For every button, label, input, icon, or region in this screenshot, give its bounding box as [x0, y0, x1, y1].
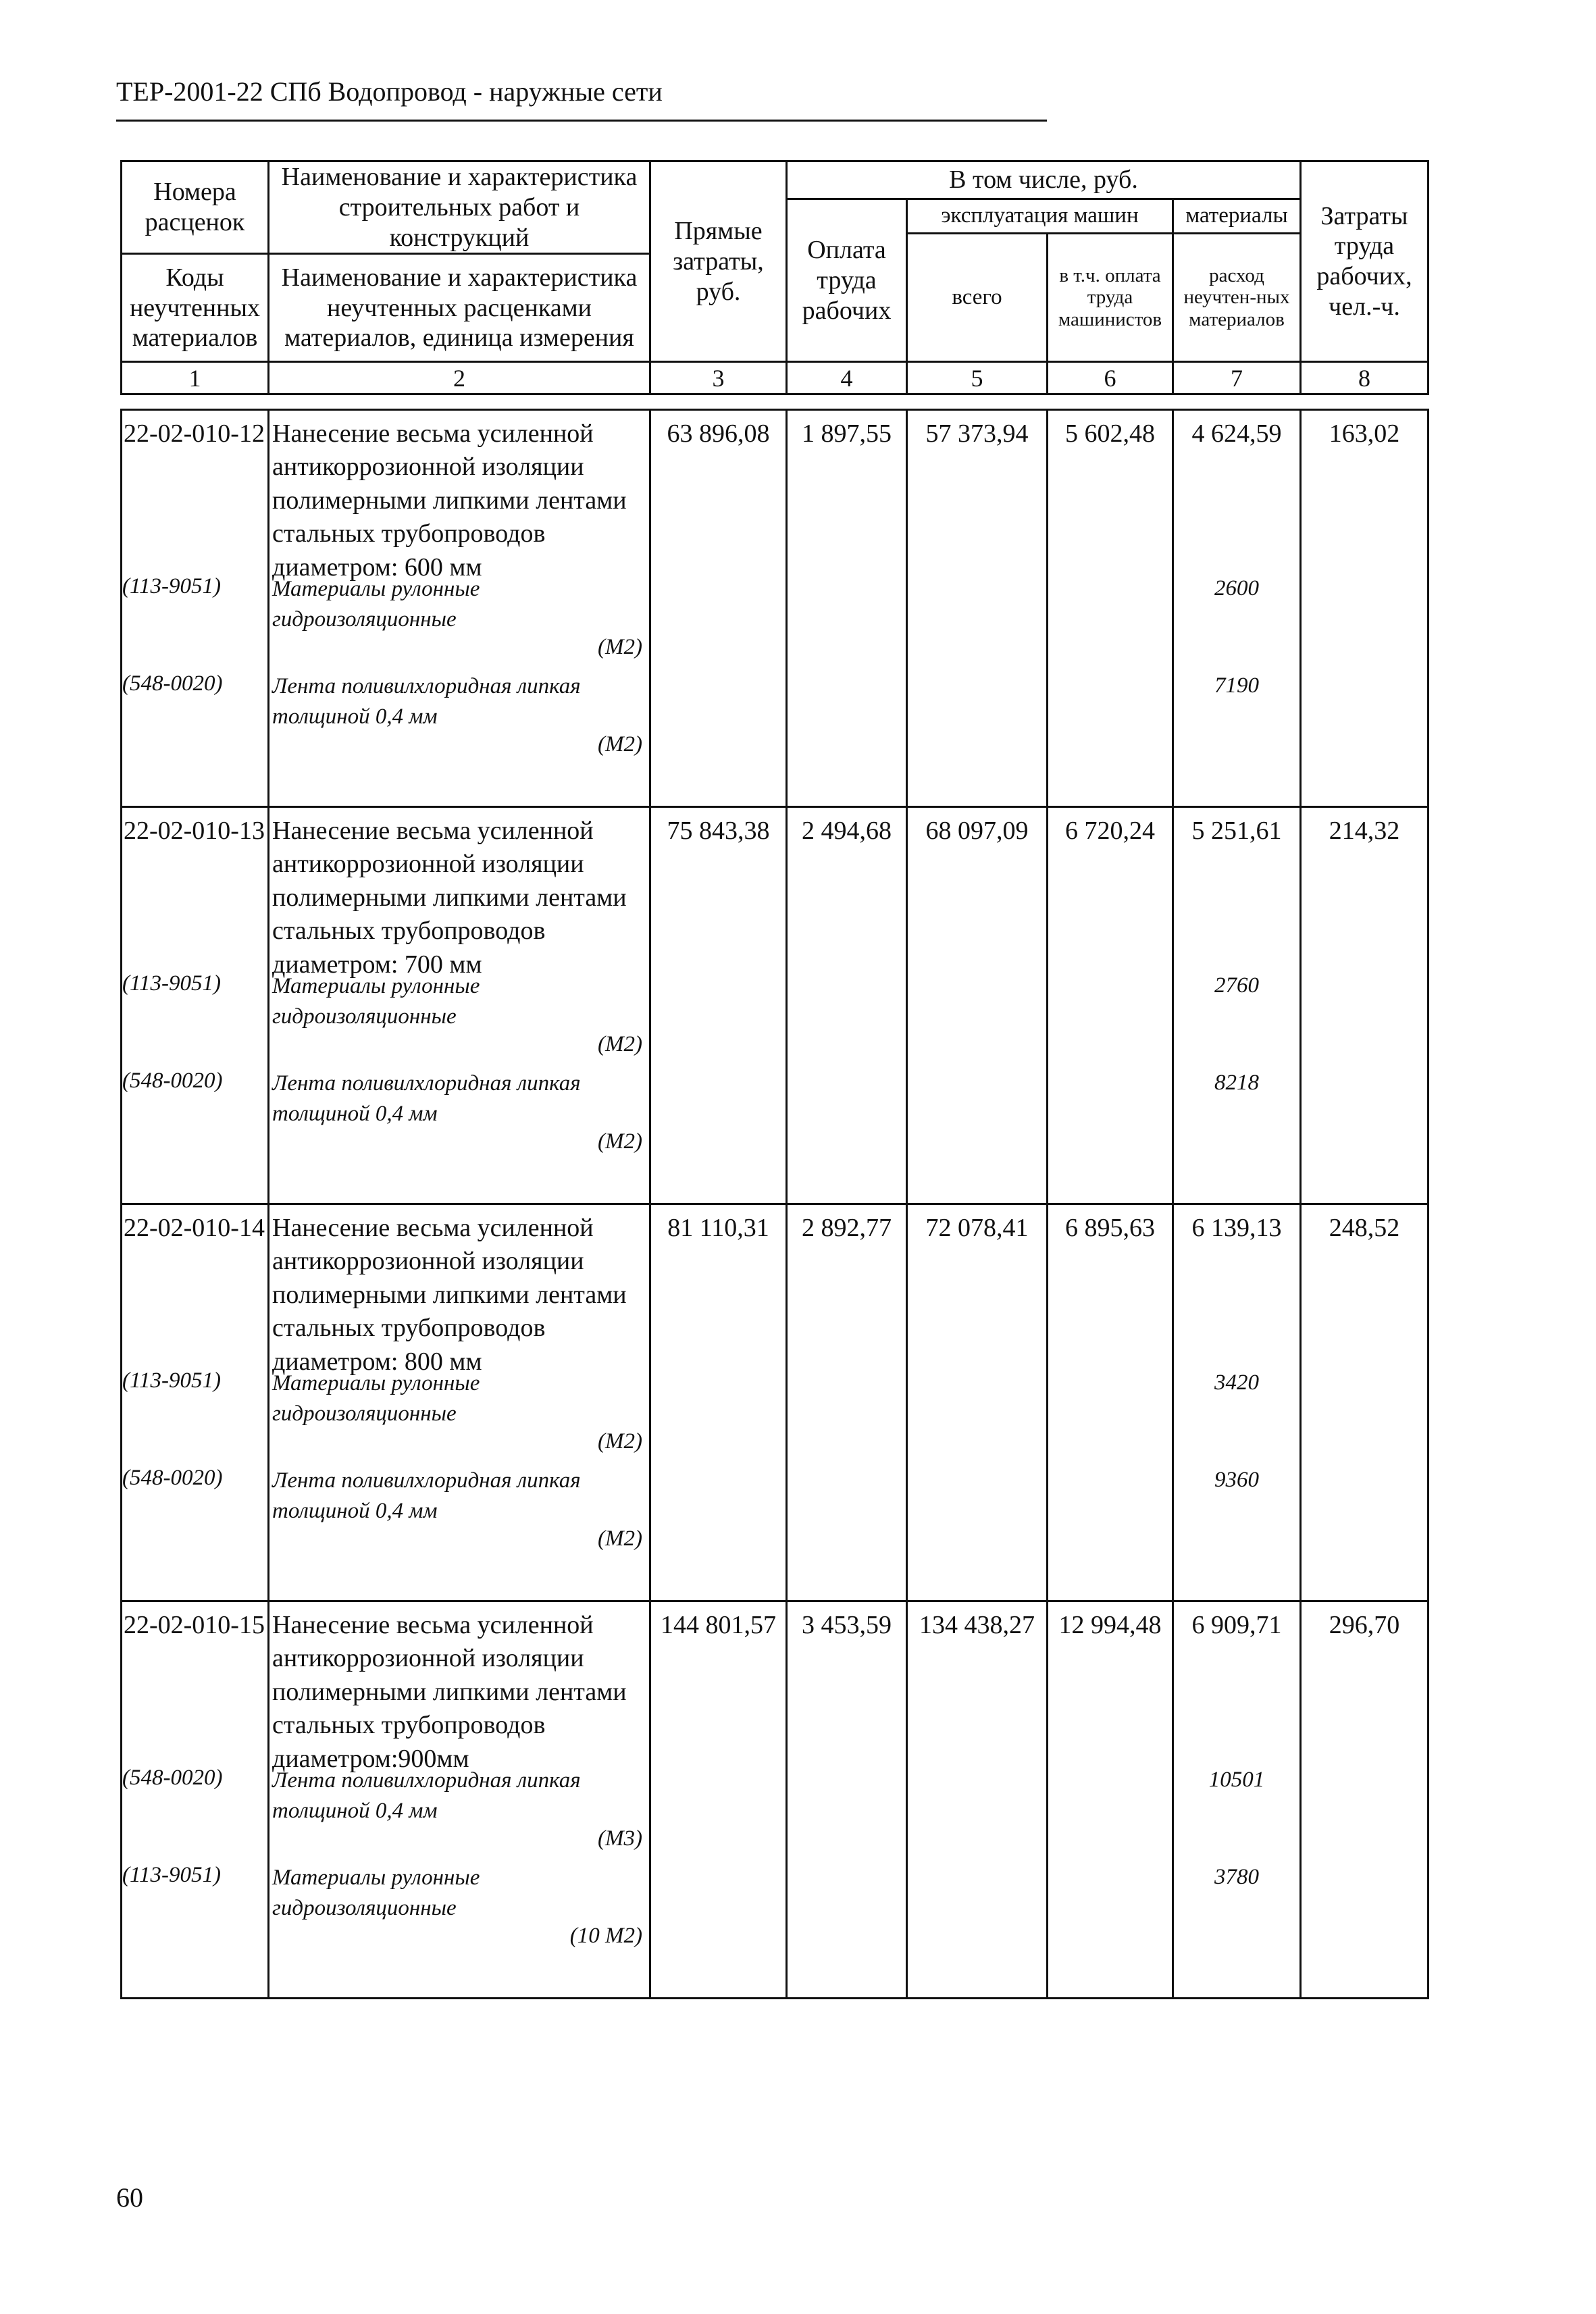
column-number: 5 [907, 362, 1048, 394]
machinists-pay: 12 994,48 [1048, 1601, 1173, 1999]
direct-costs: 81 110,31 [650, 1204, 787, 1601]
labor-pay: 1 897,55 [787, 410, 907, 807]
material-quantity: 3420 [1214, 1370, 1259, 1395]
material-entry [269, 1069, 649, 1166]
header-labor-pay: Оплата труда рабочих [787, 199, 907, 362]
direct-costs: 63 896,08 [650, 410, 787, 807]
material-code: (548-0020) [122, 1766, 223, 1790]
material-name: Лента поливилхлоридная липкая толщиной 0,4 мм [272, 1468, 581, 1523]
header-machinists-pay: в т.ч. оплата труда машинистов [1048, 233, 1173, 362]
material-quantity: 2600 [1214, 576, 1259, 600]
header-table [120, 160, 1429, 395]
material-code: (113-9051) [122, 574, 222, 598]
machinists-pay: 6 895,63 [1048, 1204, 1173, 1601]
column-number: 8 [1301, 362, 1428, 394]
rate-code-cell [122, 410, 269, 807]
work-name-cell [269, 1601, 650, 1999]
material-unit: (М2) [598, 731, 642, 756]
materials-cost-cell [1173, 1204, 1301, 1601]
header-materials: материалы [1173, 199, 1301, 234]
header-material-codes: Коды неучтенных материалов [122, 254, 269, 362]
labor-hours: 248,52 [1301, 1204, 1428, 1601]
labor-hours: 214,32 [1301, 807, 1428, 1204]
material-unit: (М2) [598, 1429, 642, 1454]
labor-pay: 3 453,59 [787, 1601, 907, 1999]
machines-total: 68 097,09 [907, 807, 1048, 1204]
material-quantity: 3780 [1214, 1865, 1259, 1889]
rate-code-cell [122, 807, 269, 1204]
materials-cost: 5 251,61 [1191, 817, 1282, 845]
machines-total: 134 438,27 [907, 1601, 1048, 1999]
page-number: 60 [116, 2182, 143, 2213]
column-number: 7 [1173, 362, 1301, 394]
material-quantity: 7190 [1214, 673, 1259, 698]
material-entry [269, 1368, 649, 1466]
work-name-cell [269, 1204, 650, 1601]
material-entry [269, 1466, 649, 1563]
work-name: Нанесение весьма усиленной антикоррозионной изоляции полимерными липкими лентами стальных трубопроводов диаметром: 800 мм [272, 1214, 627, 1376]
material-entry [269, 1766, 649, 1863]
labor-pay: 2 494,68 [787, 807, 907, 1204]
material-code: (113-9051) [122, 1863, 222, 1887]
column-number: 1 [122, 362, 269, 394]
table-row [122, 410, 1428, 807]
column-number: 2 [269, 362, 650, 394]
header-rate-numbers: Номера расценок [122, 161, 269, 254]
material-unit: (10 М2) [569, 1923, 642, 1948]
material-unit: (М2) [598, 1129, 642, 1154]
materials-cost-cell [1173, 807, 1301, 1204]
machines-total: 72 078,41 [907, 1204, 1048, 1601]
material-code: (113-9051) [122, 1368, 222, 1393]
rate-code: 22-02-010-15 [124, 1611, 265, 1639]
column-number: 6 [1048, 362, 1173, 394]
title-underline [116, 120, 1047, 122]
table-row [122, 1601, 1428, 1999]
materials-cost-cell [1173, 1601, 1301, 1999]
labor-hours: 163,02 [1301, 410, 1428, 807]
material-name: Лента поливилхлоридная липкая толщиной 0,4 мм [272, 1768, 581, 1823]
column-number: 3 [650, 362, 787, 394]
header-machines-total: всего [907, 233, 1048, 362]
rate-code: 22-02-010-13 [124, 817, 265, 845]
material-unit: (М2) [598, 634, 642, 659]
header-material-names: Наименование и характеристика неучтенных расценками материалов, единица измерения [269, 254, 650, 362]
header-including: В том числе, руб. [787, 161, 1301, 199]
material-name: Материалы рулонные гидроизоляционные [272, 577, 480, 632]
header-machine-operation: эксплуатация машин [907, 199, 1173, 234]
material-name: Лента поливилхлоридная липкая толщиной 0,4 мм [272, 674, 581, 729]
materials-cost: 6 139,13 [1191, 1214, 1282, 1242]
material-entry [269, 671, 649, 769]
material-entry [269, 574, 649, 671]
materials-cost-cell [1173, 410, 1301, 807]
rate-code: 22-02-010-14 [124, 1214, 265, 1242]
material-unit: (М2) [598, 1526, 642, 1551]
rate-code-cell [122, 1204, 269, 1601]
direct-costs: 144 801,57 [650, 1601, 787, 1999]
material-entry [269, 1863, 649, 1960]
material-name: Материалы рулонные гидроизоляционные [272, 1866, 480, 1920]
header-work-name: Наименование и характеристика строительных работ и конструкций [269, 161, 650, 254]
work-name: Нанесение весьма усиленной антикоррозионной изоляции полимерными липкими лентами стальных трубопроводов диаметром: 600 мм [272, 419, 627, 582]
labor-hours: 296,70 [1301, 1601, 1428, 1999]
machinists-pay: 5 602,48 [1048, 410, 1173, 807]
header-labor-hours: Затраты труда рабочих, чел.-ч. [1301, 161, 1428, 362]
material-quantity: 8218 [1214, 1071, 1259, 1095]
work-name-cell [269, 807, 650, 1204]
material-unit: (М2) [598, 1031, 642, 1056]
rate-code-cell [122, 1601, 269, 1999]
work-name-cell [269, 410, 650, 807]
rates-table [120, 409, 1429, 1999]
material-name: Материалы рулонные гидроизоляционные [272, 974, 480, 1029]
table-row [122, 807, 1428, 1204]
labor-pay: 2 892,77 [787, 1204, 907, 1601]
table-row [122, 1204, 1428, 1601]
materials-cost: 6 909,71 [1191, 1611, 1282, 1639]
header-direct-costs: Прямые затраты, руб. [650, 161, 787, 362]
material-name: Лента поливилхлоридная липкая толщиной 0,4 мм [272, 1071, 581, 1126]
material-code: (113-9051) [122, 971, 222, 996]
header-unaccounted-materials: расход неучтен-ных материалов [1173, 233, 1301, 362]
material-entry [269, 971, 649, 1069]
machines-total: 57 373,94 [907, 410, 1048, 807]
rate-code: 22-02-010-12 [124, 419, 265, 448]
work-name: Нанесение весьма усиленной антикоррозионной изоляции полимерными липкими лентами стальных трубопроводов диаметром:900мм [272, 1611, 627, 1773]
material-name: Материалы рулонные гидроизоляционные [272, 1371, 480, 1426]
material-code: (548-0020) [122, 1466, 223, 1490]
material-quantity: 9360 [1214, 1468, 1259, 1492]
document-title: ТЕР-2001-22 СПб Водопровод - наружные сети [116, 76, 663, 107]
work-name: Нанесение весьма усиленной антикоррозионной изоляции полимерными липкими лентами стальных трубопроводов диаметром: 700 мм [272, 817, 627, 979]
material-unit: (М3) [598, 1826, 642, 1851]
material-quantity: 2760 [1214, 973, 1259, 998]
column-number: 4 [787, 362, 907, 394]
material-code: (548-0020) [122, 1069, 223, 1093]
direct-costs: 75 843,38 [650, 807, 787, 1204]
machinists-pay: 6 720,24 [1048, 807, 1173, 1204]
material-quantity: 10501 [1208, 1768, 1265, 1792]
materials-cost: 4 624,59 [1191, 419, 1282, 448]
material-code: (548-0020) [122, 671, 223, 696]
